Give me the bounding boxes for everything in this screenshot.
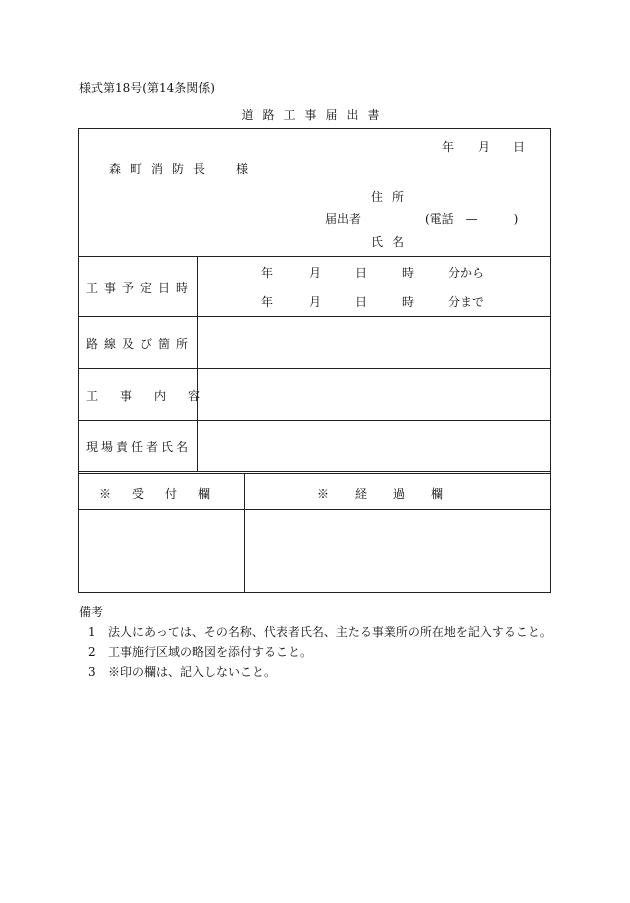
notifier-label: 届出者 bbox=[325, 212, 362, 226]
name-label: 氏名 bbox=[371, 235, 414, 249]
date-day-label: 日 bbox=[513, 140, 526, 154]
route-location-field[interactable] bbox=[198, 317, 550, 367]
note-item bbox=[88, 643, 312, 660]
form-number: 様式第18号(第14条関係) bbox=[79, 81, 215, 95]
reception-column-header: ※受付欄 bbox=[99, 487, 232, 501]
start-hour-label: 時 bbox=[402, 266, 415, 280]
end-minute-label: 分まで bbox=[448, 295, 485, 309]
schedule-label: 工事予定日時 bbox=[86, 281, 195, 295]
end-hour-label: 時 bbox=[402, 295, 415, 309]
phone-label: (電話 — ) bbox=[425, 212, 519, 226]
progress-column-header: ※経過欄 bbox=[317, 487, 470, 501]
note-text: ※印の欄は、記入しないこと。 bbox=[108, 665, 277, 679]
honorific: 様 bbox=[236, 162, 249, 176]
construction-content-label: 工事内容 bbox=[86, 389, 223, 403]
notification-form-table bbox=[78, 128, 551, 593]
addressee: 森町消防長 bbox=[109, 162, 215, 176]
start-month-label: 月 bbox=[309, 266, 322, 280]
note-number: 1 bbox=[88, 625, 96, 639]
start-year-label: 年 bbox=[261, 266, 274, 280]
progress-box bbox=[245, 510, 550, 592]
end-month-label: 月 bbox=[309, 295, 322, 309]
note-text: 法人にあっては、その名称、代表者氏名、主たる事業所の所在地を記入すること。 bbox=[108, 625, 552, 639]
note-item bbox=[88, 663, 276, 680]
start-minute-label: 分から bbox=[448, 266, 485, 280]
address-label: 住所 bbox=[371, 190, 414, 204]
note-item bbox=[88, 623, 552, 640]
construction-content-field[interactable] bbox=[198, 369, 550, 419]
site-manager-label: 現場責任者氏名 bbox=[86, 440, 192, 454]
route-location-label: 路線及び箇所 bbox=[86, 337, 195, 351]
date-month-label: 月 bbox=[478, 140, 491, 154]
notes-heading: 備考 bbox=[79, 605, 104, 619]
end-year-label: 年 bbox=[261, 295, 274, 309]
start-day-label: 日 bbox=[355, 266, 368, 280]
note-number: 3 bbox=[88, 665, 96, 679]
site-manager-field[interactable] bbox=[198, 421, 550, 470]
reception-box bbox=[80, 510, 243, 592]
note-text: 工事施行区域の略図を添付すること。 bbox=[108, 645, 313, 659]
note-number: 2 bbox=[88, 645, 96, 659]
document-title: 道路工事届出書 bbox=[241, 108, 389, 122]
date-year-label: 年 bbox=[442, 140, 455, 154]
end-day-label: 日 bbox=[355, 295, 368, 309]
